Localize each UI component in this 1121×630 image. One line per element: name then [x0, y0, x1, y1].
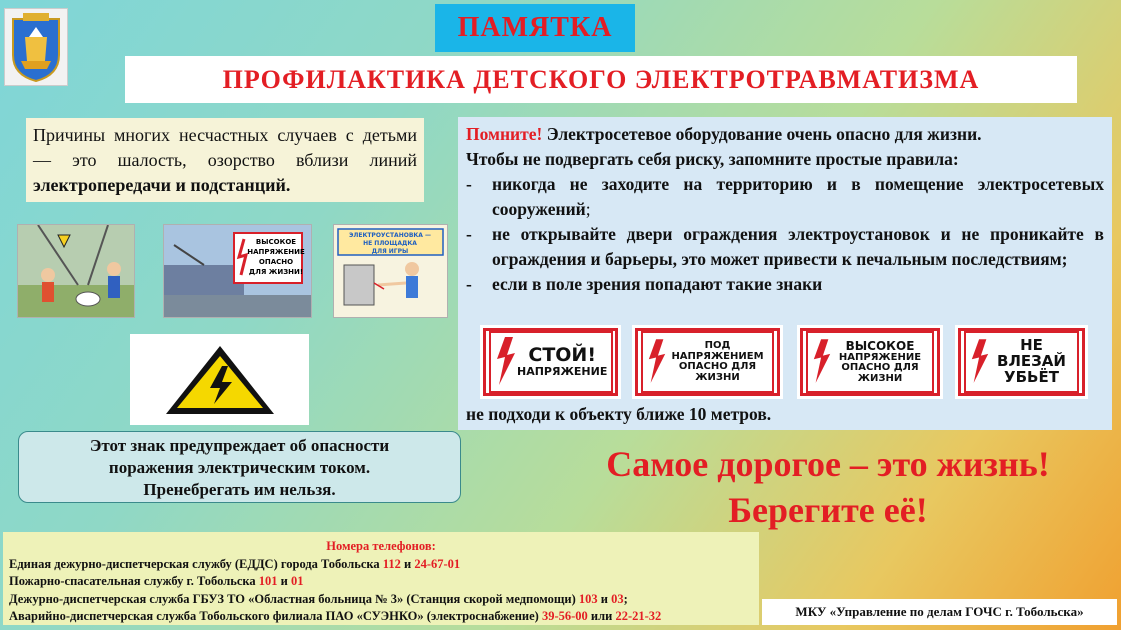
phone-row	[9, 608, 753, 626]
phone-sep: или	[587, 609, 616, 623]
slogan	[548, 441, 1108, 533]
sign2-line2: НАПРЯЖЕНИЕМ	[671, 350, 764, 362]
memo-label: ПАМЯТКА	[435, 4, 635, 52]
sign-explanation-box	[18, 431, 461, 503]
distance-rule: не подходи к объекту ближе 10 метров.	[466, 404, 772, 424]
photo3-sign-line1: ЭЛЕКТРОУСТАНОВКА —	[348, 232, 432, 239]
slogan-line1: Самое дорогое – это жизнь!	[606, 444, 1050, 484]
sign3-line2: НАПРЯЖЕНИЕ	[838, 351, 922, 363]
photo2-sign-line4: ДЛЯ ЖИЗНИ!	[248, 268, 304, 276]
rule-item	[466, 272, 1104, 297]
sign3-line1: ВЫСОКОЕ	[845, 338, 915, 353]
phone-service: Единая дежурно-диспетчерская службу (ЕДДС) города Тобольска	[9, 556, 383, 571]
sign-do-not-climb	[958, 328, 1085, 396]
sign-note-line1: Этот знак предупреждает об опасности	[89, 436, 390, 455]
lightning-bolt-icon	[970, 337, 990, 387]
sign1-line1: СТОЙ!	[528, 344, 596, 367]
sign2-line3: ОПАСНО ДЛЯ	[678, 361, 757, 372]
causes-text: Причины многих несчастных случаев с детьми — это шалость, озорство вблизи линий	[33, 125, 417, 170]
rule-dash: -	[466, 274, 472, 294]
phone-number: 03	[611, 591, 624, 606]
rule-item	[466, 172, 1104, 222]
sign-high-voltage	[800, 328, 940, 396]
lightning-bolt-icon	[812, 337, 832, 387]
phone-sep: и	[277, 574, 291, 588]
phone-number: 103	[578, 591, 598, 606]
lightning-bolt-icon	[647, 337, 667, 387]
phone-row	[9, 573, 753, 591]
lightning-triangle-icon	[160, 342, 280, 418]
phone-number: 22-21-32	[615, 609, 662, 623]
sign1-line2: НАПРЯЖЕНИЕ	[517, 365, 608, 379]
phone-row	[9, 556, 753, 574]
illustration-children-near-power-line	[17, 224, 135, 318]
rule-text: не открывайте двери ограждения электроустановок и не проникайте в ограждения и барьеры, это может привести к печальным последствиям;	[492, 224, 1104, 269]
rule-dash: -	[466, 174, 472, 194]
phone-number: 01	[291, 574, 304, 588]
sign-note-line3: Пренебрегать им нельзя.	[143, 480, 336, 499]
rules-intro-line2: Чтобы не подвергать себя риску, запомните простые правила:	[466, 149, 959, 169]
phones-heading: Номера телефонов:	[326, 539, 436, 553]
causes-text-bold: электропередачи и подстанций.	[33, 175, 291, 195]
coat-of-arms-logo	[4, 8, 68, 86]
sign4-line2: УБЬЁТ	[1004, 367, 1059, 386]
rule-dash: -	[466, 224, 472, 244]
sign-under-voltage	[635, 328, 780, 396]
sign2-line4: ЖИЗНИ	[695, 371, 740, 383]
sign3-line3: ОПАСНО ДЛЯ	[841, 362, 919, 374]
sign-stop-voltage	[483, 328, 618, 396]
organization-footer: МКУ «Управление по делам ГОЧС г. Тобольска»	[762, 599, 1117, 625]
photo2-sign-line2: НАПРЯЖЕНИЕ	[247, 248, 305, 256]
rule-text-suffix: ;	[585, 199, 591, 219]
illustration-electrical-installation-not-playground	[333, 224, 448, 318]
phone-service: Дежурно-диспетчерская служба ГБУЗ ТО «Областная больница № 3» (Станция скорой медпомощи)	[9, 591, 579, 606]
phone-tail: ;	[623, 591, 628, 606]
phone-sep: и	[400, 556, 415, 571]
sign4-line1: НЕ ВЛЕЗАЙ	[997, 336, 1066, 371]
lightning-bolt-icon	[495, 337, 517, 387]
illustration-substation-high-voltage-sign	[163, 224, 312, 318]
rule-text-wrap	[492, 172, 1104, 222]
photo2-sign-line1: ВЫСОКОЕ	[255, 238, 297, 246]
phone-sep: и	[597, 591, 612, 606]
phone-numbers-box	[3, 532, 759, 625]
phone-service: Пожарно-спасательная службу г. Тобольска	[9, 574, 259, 588]
slogan-line2: Берегите её!	[728, 490, 928, 530]
phone-number: 39-56-00	[541, 609, 588, 623]
sign-note-line2: поражения электрическим током.	[108, 458, 371, 477]
photo3-sign-line3: ДЛЯ ИГРЫ	[371, 248, 409, 255]
rules-intro-line1	[466, 122, 1104, 147]
photo3-sign-line2: НЕ ПЛОЩАДКА	[363, 240, 417, 247]
rules-intro-text: Электросетевое оборудование очень опасно для жизни.	[542, 124, 982, 144]
photo2-sign-line3: ОПАСНО	[258, 258, 294, 266]
phone-number: 101	[258, 574, 278, 588]
remember-label: Помните!	[466, 124, 543, 144]
sign3-line4: ЖИЗНИ	[857, 372, 903, 384]
rule-text: если в поле зрения попадают такие знаки	[492, 274, 823, 294]
phone-row	[9, 591, 753, 609]
phone-service: Аварийно-диспетчерская служба Тобольского филиала ПАО «СУЭНКО» (электроснабжение)	[9, 609, 542, 623]
sign2-line1: ПОД	[704, 340, 731, 351]
page-title: ПРОФИЛАКТИКА ДЕТСКОГО ЭЛЕКТРОТРАВМАТИЗМА	[125, 56, 1077, 103]
phone-number: 24-67-01	[414, 556, 461, 571]
phone-number: 112	[382, 556, 401, 571]
electric-hazard-warning-sign	[130, 334, 309, 425]
rule-item	[466, 222, 1104, 272]
causes-text-box	[26, 118, 424, 202]
rule-text: никогда не заходите на территорию и в помещение электросетевых сооружений	[492, 174, 1104, 219]
